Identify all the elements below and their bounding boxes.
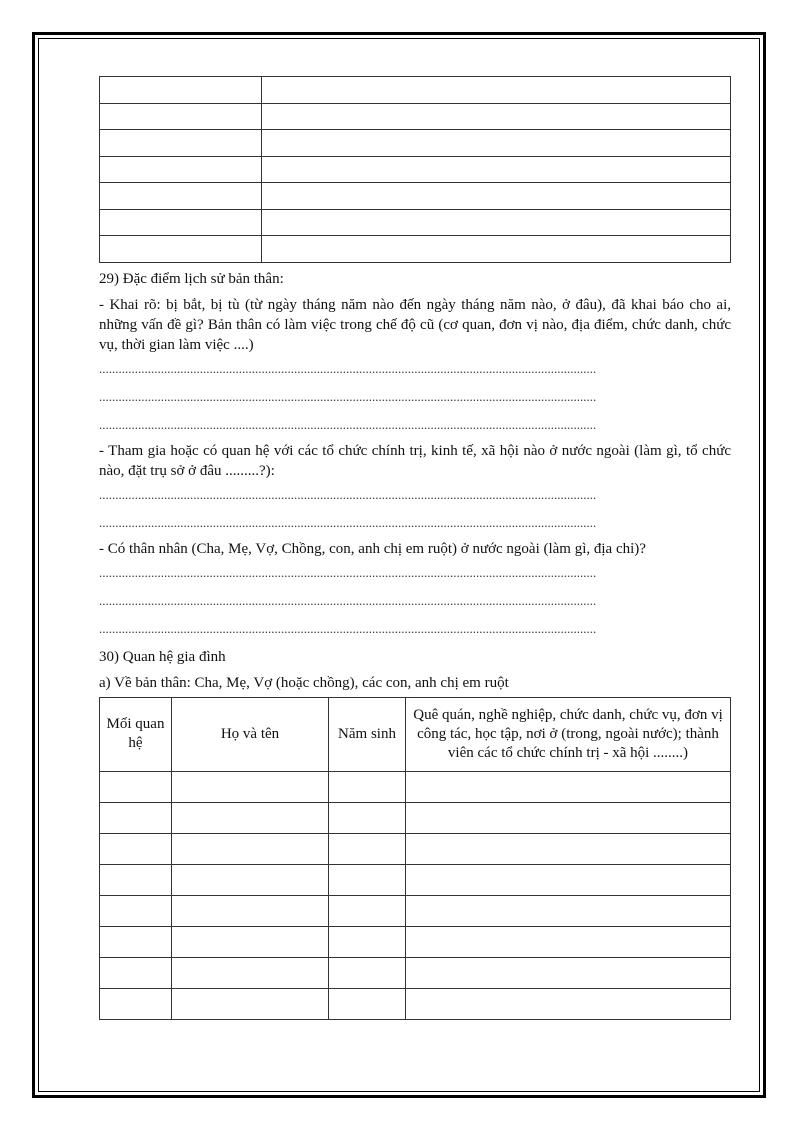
table-row	[100, 895, 731, 926]
table-row	[100, 77, 731, 104]
section-29-prompt-2: - Tham gia hoặc có quan hệ với các tổ chức chính trị, kinh tế, xã hội nào ở nước ngoài (làm gì, tổ chức nào, đặt trụ sở ở đâu .........?):	[99, 442, 731, 479]
table-row	[100, 209, 731, 236]
continued-table	[99, 76, 731, 263]
answer-line[interactable]: .........................................................................................................................................................	[99, 592, 597, 608]
section-30-title: 30) Quan hệ gia đình	[99, 648, 226, 665]
form-content	[99, 76, 731, 1020]
table-header-row	[100, 697, 731, 771]
answer-line[interactable]: .........................................................................................................................................................	[99, 564, 597, 580]
answer-line[interactable]: .........................................................................................................................................................	[99, 620, 597, 636]
table-row	[100, 926, 731, 957]
table-row	[100, 236, 731, 263]
table-row	[100, 833, 731, 864]
table-row	[100, 988, 731, 1019]
column-header-relation: Mối quan hệ	[100, 697, 172, 771]
column-header-birth-year: Năm sinh	[329, 697, 406, 771]
answer-line[interactable]: .........................................................................................................................................................	[99, 416, 597, 432]
table-row	[100, 864, 731, 895]
table-row	[100, 957, 731, 988]
table-row	[100, 183, 731, 210]
section-29-prompt-1: - Khai rõ: bị bắt, bị tù (từ ngày tháng năm nào đến ngày tháng năm nào, ở đâu), đã khai báo cho ai, những vấn đề gì? Bản thân có làm việc trong chế độ cũ (cơ quan, đơn vị nào, địa điểm, chức danh, chức vụ, thời gian làm việc ....)	[99, 296, 731, 353]
table-row	[100, 771, 731, 802]
table-row	[100, 130, 731, 157]
answer-line[interactable]: .........................................................................................................................................................	[99, 486, 597, 502]
column-header-name: Họ và tên	[172, 697, 329, 771]
answer-line[interactable]: .........................................................................................................................................................	[99, 514, 597, 530]
answer-line[interactable]: .........................................................................................................................................................	[99, 360, 597, 376]
answer-line[interactable]: .........................................................................................................................................................	[99, 388, 597, 404]
column-header-details: Quê quán, nghề nghiệp, chức danh, chức vụ, đơn vị công tác, học tập, nơi ở (trong, ngoài nước); thành viên các tổ chức chính trị - xã hội ........)	[406, 697, 731, 771]
family-relations-table	[99, 697, 731, 1020]
table-row	[100, 156, 731, 183]
section-30-subtitle-a: a) Về bản thân: Cha, Mẹ, Vợ (hoặc chồng), các con, anh chị em ruột	[99, 674, 509, 691]
table-row	[100, 802, 731, 833]
table-row	[100, 103, 731, 130]
section-29-title: 29) Đặc điểm lịch sử bản thân:	[99, 270, 284, 287]
section-29-prompt-3: - Có thân nhân (Cha, Mẹ, Vợ, Chồng, con, anh chị em ruột) ở nước ngoài (làm gì, địa chỉ)?	[99, 540, 646, 557]
